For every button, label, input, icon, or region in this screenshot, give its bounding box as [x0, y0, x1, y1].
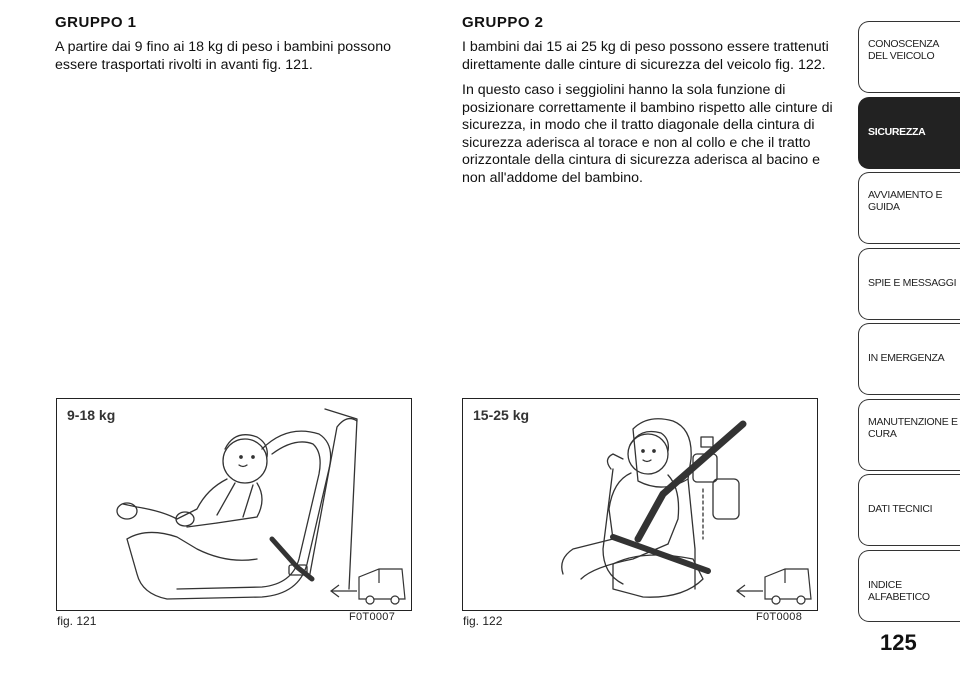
figure-code: F0T0008 [756, 611, 803, 623]
tab-in-emergenza[interactable] [858, 323, 960, 395]
tab-conoscenza-del-veicolo[interactable] [858, 21, 960, 93]
figure-caption: fig. 121 [57, 614, 97, 628]
tab-label: CONOSCENZA DEL VEICOLO [868, 38, 939, 62]
section-paragraph: A partire dai 9 fino ai 18 kg di peso i bambini possono essere trasportati rivolti in avanti fig. 121. [55, 39, 391, 73]
figure-weight-label: 9-18 kg [67, 407, 116, 423]
figure-122 [462, 398, 818, 611]
tab-indice-alfabetico[interactable] [858, 550, 960, 622]
figure-code: F0T0007 [349, 611, 396, 623]
tab-label: SICUREZZA [868, 125, 926, 138]
page-number: 125 [880, 630, 917, 655]
tab-avviamento-e-guida[interactable] [858, 172, 960, 244]
tab-label: IN EMERGENZA [868, 352, 945, 364]
section-paragraph: I bambini dai 15 ai 25 kg di peso possono essere trattenuti direttamente dalle cinture di sicurezza del veicolo fig. 122. [462, 39, 829, 73]
section-heading: GRUPPO 2 [462, 14, 544, 31]
tab-dati-tecnici[interactable] [858, 474, 960, 546]
section-paragraph: In questo caso i seggiolini hanno la sola funzione di posizionare correttamente il bambino rispetto alle cinture di sicurezza, in modo che il tratto diagonale della cintura di sicurezza aderisca al torace e non al collo e che il tratto orizzontale della cintura di sicurezza aderisca al bacino e non all'addome del bambino. [462, 82, 833, 186]
tab-spie-e-messaggi[interactable] [858, 248, 960, 320]
section-heading: GRUPPO 1 [55, 14, 137, 31]
section-gruppo-1 [55, 14, 435, 82]
tab-label: DATI TECNICI [868, 503, 933, 515]
section-gruppo-2 [462, 14, 847, 195]
tab-manutenzione-e-cura[interactable] [858, 399, 960, 471]
child-seat-forward-illustration [57, 399, 411, 610]
figure-weight-label: 15-25 kg [473, 407, 530, 423]
tab-label: AVVIAMENTO E GUIDA [868, 189, 943, 213]
tab-label: MANUTENZIONE E CURA [868, 415, 958, 440]
tab-sicurezza[interactable] [858, 97, 960, 169]
figure-121 [56, 398, 412, 611]
tab-label: INDICE ALFABETICO [868, 578, 930, 603]
figure-caption: fig. 122 [463, 614, 503, 628]
tab-label: SPIE E MESSAGGI [868, 276, 957, 289]
chapter-tabs [858, 21, 960, 625]
booster-seat-illustration [463, 399, 817, 610]
